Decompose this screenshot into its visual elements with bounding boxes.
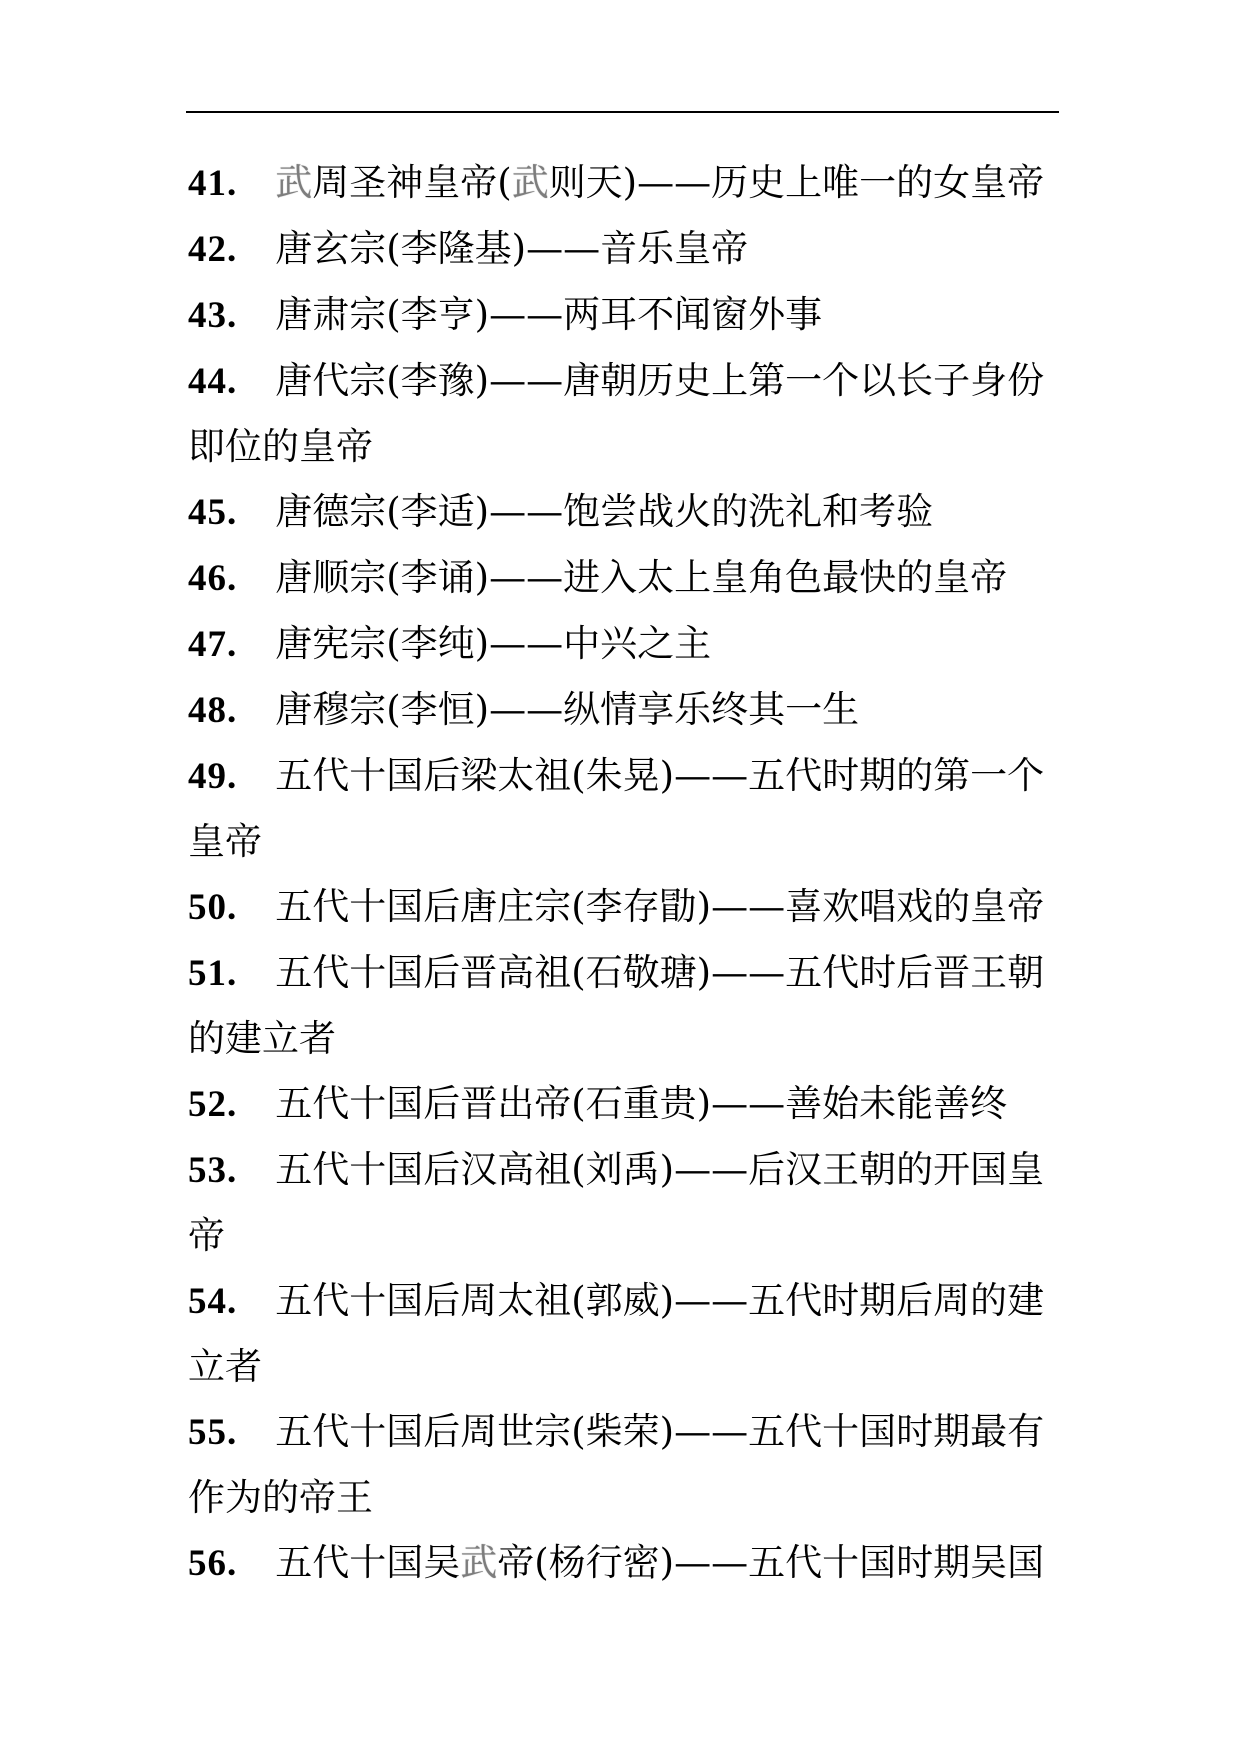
list-item — [188, 1530, 1060, 1596]
item-number: 49 — [188, 756, 227, 797]
item-number-period: . — [227, 492, 238, 533]
list-item — [188, 743, 1060, 874]
list-item — [188, 1268, 1060, 1399]
item-number-period: . — [227, 163, 238, 204]
list-item — [188, 940, 1060, 1071]
item-text: 五代十国后晋出帝(石重贵)——善始未能善终 — [275, 1082, 1008, 1125]
item-number-period: . — [227, 1543, 238, 1584]
list-item — [188, 1399, 1060, 1530]
item-number: 45 — [188, 492, 227, 533]
item-number-period: . — [227, 756, 238, 797]
item-text: 五代十国后周太祖(郭威)——五代时期后周的建立者 — [188, 1279, 1045, 1388]
item-number-period: . — [227, 953, 238, 994]
item-number: 50 — [188, 887, 227, 928]
item-text: 五代十国后晋高祖(石敬瑭)——五代时后晋王朝的建立者 — [188, 951, 1045, 1060]
item-text: 五代十国后梁太祖(朱晃)——五代时期的第一个皇帝 — [188, 754, 1045, 863]
item-number: 52 — [188, 1084, 227, 1125]
item-number-period: . — [227, 1412, 238, 1453]
list-item — [188, 282, 1060, 348]
list-item — [188, 150, 1060, 216]
list-item — [188, 348, 1060, 479]
list-item — [188, 611, 1060, 677]
item-text: 五代十国后唐庄宗(李存勖)——喜欢唱戏的皇帝 — [275, 885, 1045, 928]
list-item — [188, 1071, 1060, 1137]
item-number-period: . — [227, 1150, 238, 1191]
item-text: 五代十国后汉高祖(刘禹)——后汉王朝的开国皇帝 — [188, 1148, 1045, 1257]
item-number-period: . — [227, 295, 238, 336]
item-number: 53 — [188, 1150, 227, 1191]
item-text: 唐穆宗(李恒)——纵情享乐终其一生 — [275, 688, 860, 731]
item-number: 41 — [188, 163, 227, 204]
item-text: 则天)——历史上唯一的女皇帝 — [548, 161, 1045, 204]
list-item — [188, 479, 1060, 545]
list-item — [188, 1137, 1060, 1268]
item-number-period: . — [227, 1084, 238, 1125]
item-text: 唐玄宗(李隆基)——音乐皇帝 — [275, 227, 749, 270]
highlighted-char: 武 — [275, 161, 313, 204]
item-number-period: . — [227, 887, 238, 928]
item-number: 56 — [188, 1543, 227, 1584]
item-number-period: . — [227, 690, 238, 731]
item-number: 55 — [188, 1412, 227, 1453]
item-text: 唐代宗(李豫)——唐朝历史上第一个以长子身份即位的皇帝 — [188, 359, 1045, 468]
highlighted-char: 武 — [460, 1541, 498, 1584]
item-number: 47 — [188, 624, 227, 665]
list-item — [188, 216, 1060, 282]
item-number: 51 — [188, 953, 227, 994]
entry-list — [188, 150, 1060, 1596]
list-item — [188, 874, 1060, 940]
list-item — [188, 545, 1060, 611]
item-text: 唐德宗(李适)——饱尝战火的洗礼和考验 — [275, 490, 934, 533]
item-number: 48 — [188, 690, 227, 731]
item-number-period: . — [227, 1281, 238, 1322]
highlighted-char: 武 — [511, 161, 549, 204]
item-number: 43 — [188, 295, 227, 336]
item-number-period: . — [227, 361, 238, 402]
header-rule — [186, 111, 1059, 113]
item-number: 46 — [188, 558, 227, 599]
item-number: 42 — [188, 229, 227, 270]
item-number-period: . — [227, 558, 238, 599]
item-text: 五代十国后周世宗(柴荣)——五代十国时期最有作为的帝王 — [188, 1410, 1045, 1519]
item-text: 五代十国吴 — [275, 1541, 461, 1584]
item-text: 唐宪宗(李纯)——中兴之主 — [275, 622, 712, 665]
item-number-period: . — [227, 229, 238, 270]
item-text: 唐顺宗(李诵)——进入太上皇角色最快的皇帝 — [275, 556, 1008, 599]
item-number-period: . — [227, 624, 238, 665]
item-number: 54 — [188, 1281, 227, 1322]
item-text: 周圣神皇帝( — [312, 161, 512, 204]
item-number: 44 — [188, 361, 227, 402]
item-text: 唐肃宗(李亨)——两耳不闻窗外事 — [275, 293, 823, 336]
item-text: 帝(杨行密)——五代十国时期吴国 — [497, 1541, 1045, 1584]
list-item — [188, 677, 1060, 743]
